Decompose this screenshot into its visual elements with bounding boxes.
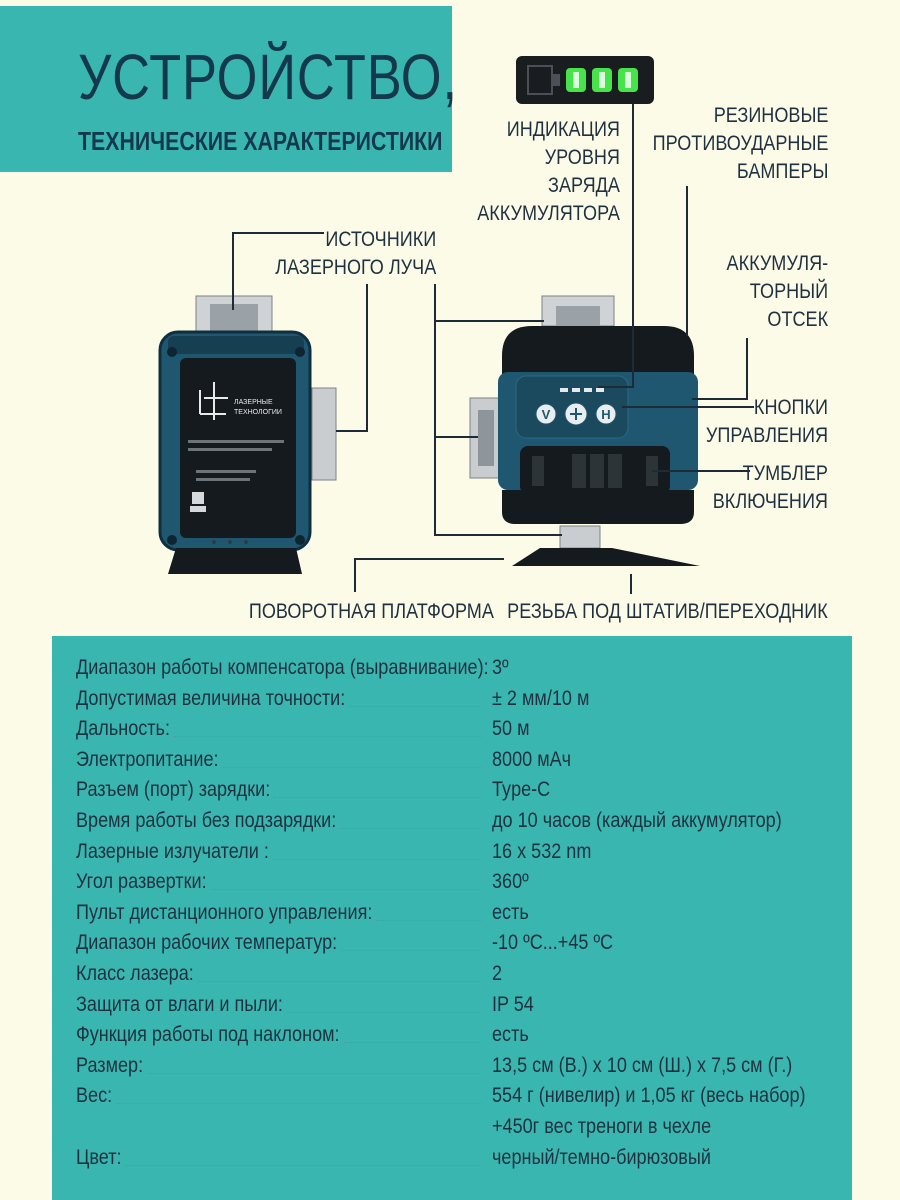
spec-row	[76, 656, 836, 686]
spec-row	[76, 748, 836, 778]
spec-leader-dots	[273, 859, 482, 860]
spec-value: 50 м	[492, 717, 530, 741]
spec-value: IP 54	[492, 992, 534, 1016]
spec-value: ± 2 мм/10 м	[492, 686, 590, 710]
spec-row	[76, 778, 836, 808]
spec-value: Type-C	[492, 778, 551, 802]
leader-laser-back-v	[366, 284, 368, 432]
spec-value: есть	[492, 900, 529, 924]
spec-row	[76, 962, 836, 992]
spec-label: Диапазон работы компенсатора (выравнивание):	[76, 656, 489, 679]
spec-label: Угол развертки:	[76, 870, 207, 894]
spec-leader-dots	[344, 1042, 482, 1043]
callout-battery-indicator: ИНДИКАЦИЯ УРОВНЯ ЗАРЯДА АККУМУЛЯТОРА	[477, 118, 620, 225]
brand-line-1: ЛАЗЕРНЫЕ	[234, 399, 273, 406]
spec-row	[76, 809, 836, 839]
leader-platform-v	[354, 558, 356, 592]
battery-indicator-icon	[516, 56, 654, 104]
spec-value: 8000 мАч	[492, 747, 572, 771]
spec-label: Вес:	[76, 1084, 113, 1108]
spec-value: 13,5 см (В.) x 10 см (Ш.) x 7,5 см (Г.)	[492, 1053, 793, 1077]
spec-value: 360º	[492, 870, 529, 894]
spec-leader-dots	[274, 797, 482, 798]
callout-tripod-thread: РЕЗЬБА ПОД ШТАТИВ/ПЕРЕХОДНИК	[507, 600, 828, 623]
spec-value: есть	[492, 1023, 529, 1047]
spec-value: 16 x 532 nm	[492, 839, 592, 863]
spec-leader-dots	[174, 736, 482, 737]
page-subtitle: ТЕХНИЧЕСКИЕ ХАРАКТЕРИСТИКИ	[78, 126, 443, 156]
leader-compartment-v	[746, 338, 748, 400]
spec-leader-dots	[376, 920, 482, 921]
page-title: УСТРОЙСТВО,	[78, 41, 458, 113]
spec-row	[76, 717, 836, 747]
spec-value: -10 ºC...+45 ºC	[492, 931, 614, 955]
spec-leader-dots	[198, 981, 482, 982]
brand-line-2: ТЕХНОЛОГИИ	[234, 409, 282, 416]
spec-leader-dots	[340, 828, 482, 829]
spec-row	[76, 687, 836, 717]
callout-battery-compartment: АККУМУЛЯ- ТОРНЫЙ ОТСЕК	[726, 252, 828, 331]
spec-row	[76, 1023, 836, 1053]
spec-value: черный/темно-бирюзовый	[492, 1145, 711, 1169]
leader-laser-top	[434, 320, 544, 322]
spec-label: Время работы без подзарядки:	[76, 809, 337, 832]
leader-bumpers	[686, 186, 688, 336]
spec-leader-dots	[211, 889, 482, 890]
spec-label: Дальность:	[76, 717, 170, 741]
spec-leader-dots	[125, 1165, 482, 1166]
callout-control-buttons: КНОПКИ УПРАВЛЕНИЯ	[705, 396, 828, 447]
callout-power-switch: ТУМБЛЕР ВКЛЮЧЕНИЯ	[712, 462, 828, 513]
spec-value: 554 г (нивелир) и 1,05 кг (весь набор)	[492, 1084, 806, 1108]
callout-bumpers: РЕЗИНОВЫЕ ПРОТИВОУДАРНЫЕ БАМПЕРЫ	[652, 104, 828, 183]
spec-row	[76, 1084, 836, 1114]
spec-row	[76, 1115, 836, 1145]
spec-label: Цвет:	[76, 1145, 122, 1169]
leader-laser-left-v	[232, 232, 234, 310]
spec-leader-dots	[287, 1012, 482, 1013]
spec-row	[76, 901, 836, 931]
spec-table	[52, 636, 852, 1200]
device-front-view	[470, 296, 700, 566]
spec-label: Пульт дистанционного управления:	[76, 900, 373, 924]
spec-leader-dots	[116, 1103, 482, 1104]
callout-rotary-platform: ПОВОРОТНАЯ ПЛАТФОРМА	[248, 600, 494, 623]
leader-laser-back-h	[336, 430, 368, 432]
spec-leader-dots	[341, 950, 482, 951]
spec-row	[76, 931, 836, 961]
spec-value: 3º	[492, 656, 509, 679]
leader-laser-bottom	[434, 534, 562, 536]
spec-label: Электропитание:	[76, 747, 219, 771]
callout-laser-sources: ИСТОЧНИКИ ЛАЗЕРНОГО ЛУЧА	[274, 228, 436, 279]
spec-label: Диапазон рабочих температур:	[76, 931, 338, 955]
button-h-label: H	[601, 407, 611, 422]
spec-row	[76, 870, 836, 900]
spec-row	[76, 1146, 836, 1176]
spec-label: Функция работы под наклоном:	[76, 1023, 340, 1047]
spec-row	[76, 840, 836, 870]
spec-value: до 10 часов (каждый аккумулятор)	[492, 809, 782, 832]
spec-row	[76, 1054, 836, 1084]
spec-leader-dots	[349, 706, 482, 707]
spec-label: Лазерные излучатели :	[76, 839, 269, 863]
device-back-view	[160, 296, 336, 574]
spec-label: Разъем (порт) зарядки:	[76, 778, 271, 802]
spec-label: Допустимая величина точности:	[76, 686, 346, 710]
leader-battery-indicator-end	[598, 386, 634, 388]
leader-battery-indicator	[632, 104, 634, 388]
button-v-label: V	[541, 407, 551, 422]
spec-value: +450г вес треноги в чехле	[492, 1115, 712, 1138]
spec-label: Размер:	[76, 1053, 144, 1077]
leader-platform-h	[354, 558, 504, 560]
spec-label: Класс лазера:	[76, 962, 194, 985]
spec-row	[76, 993, 836, 1023]
spec-value: 2	[492, 962, 503, 985]
leader-laser-side	[434, 436, 478, 438]
spec-leader-dots	[147, 1073, 482, 1074]
leader-thread	[630, 574, 632, 594]
spec-leader-dots	[223, 767, 482, 768]
spec-label: Защита от влаги и пыли:	[76, 992, 283, 1016]
